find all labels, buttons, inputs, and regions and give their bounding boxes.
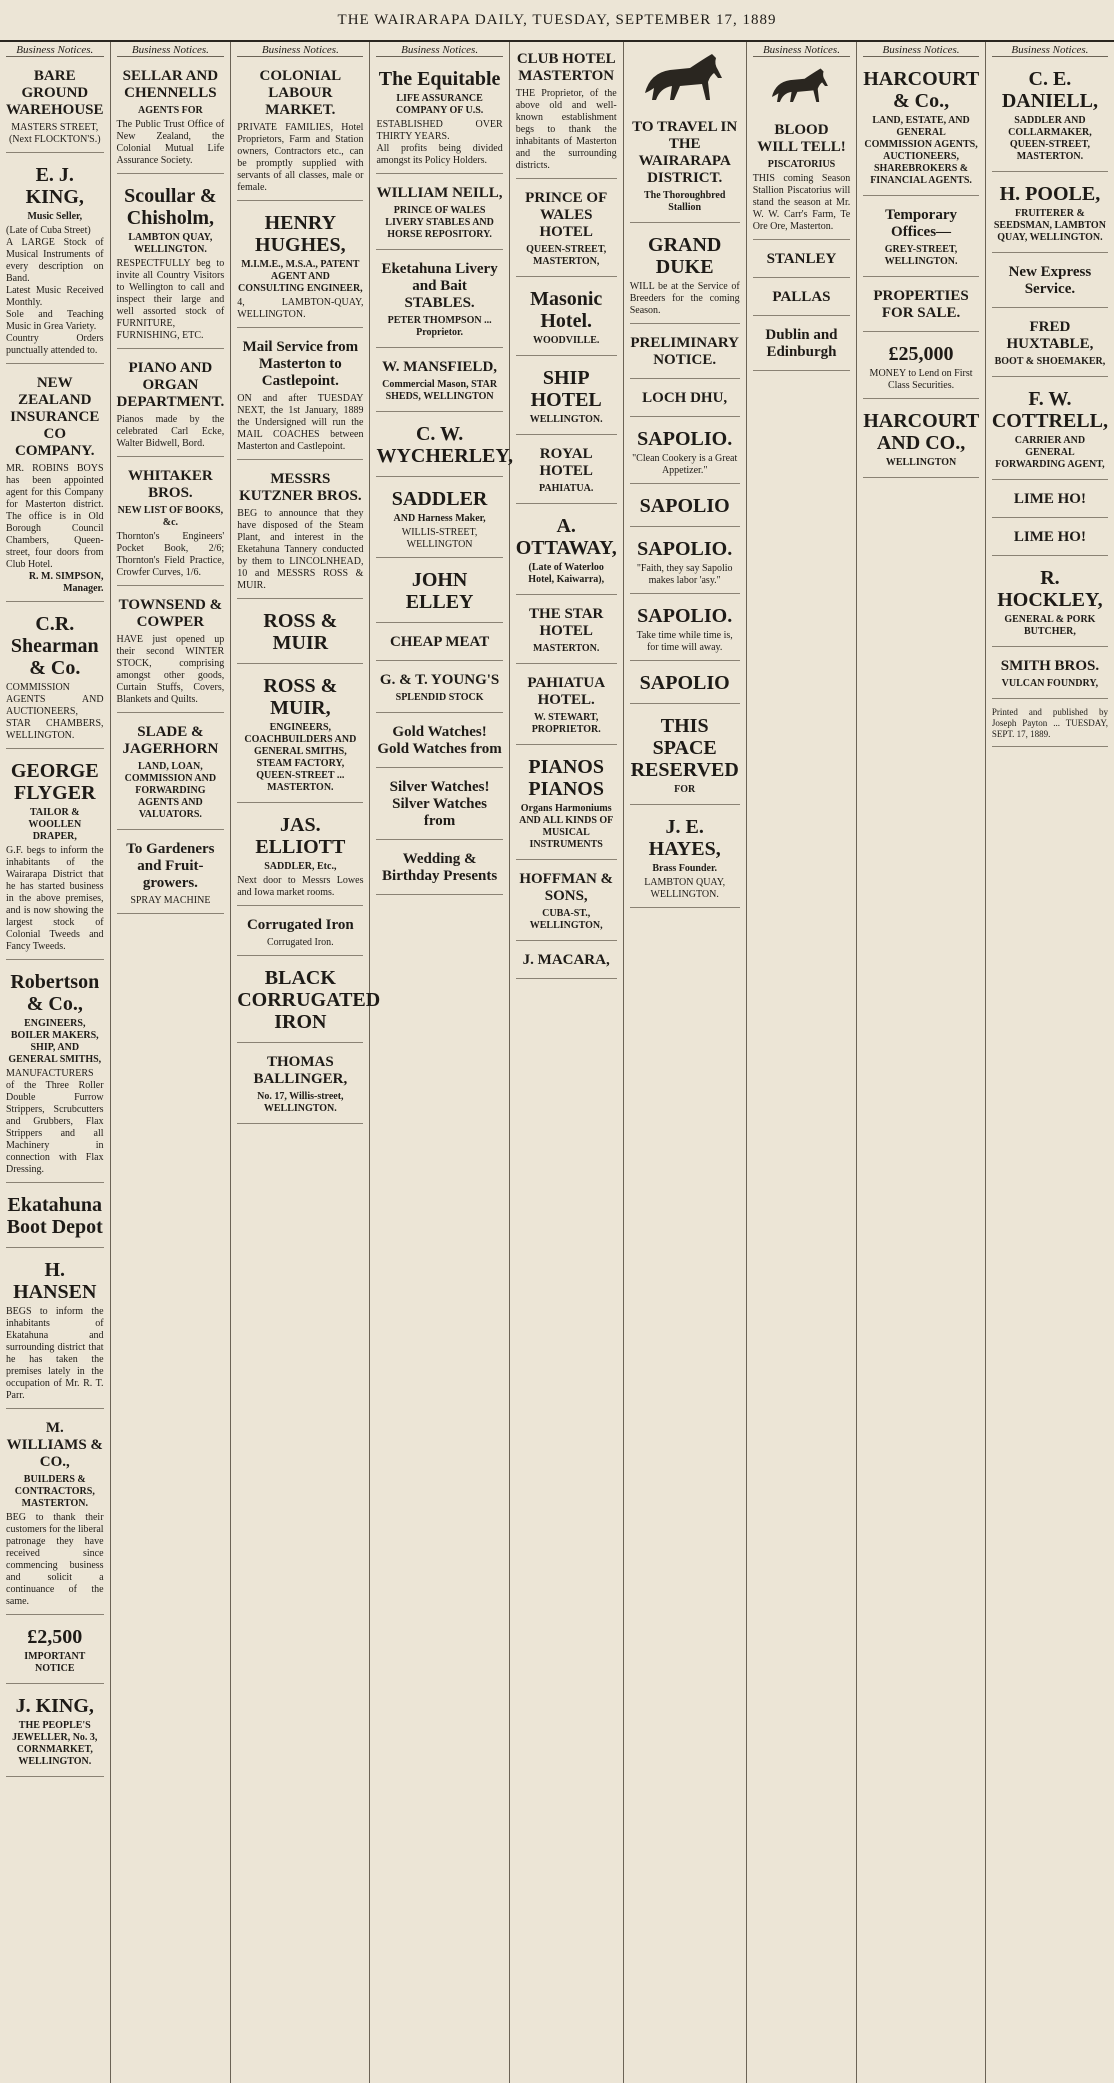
ad: [753, 320, 851, 371]
ad-body: Take time while time is, for time will away.: [636, 630, 733, 653]
imprint: [992, 703, 1108, 747]
ad-title: LOCH DHU,: [642, 390, 728, 406]
ad: [376, 61, 502, 174]
ad-title: LIME HO!: [1013, 529, 1086, 545]
ad-subtitle: PRINCE OF WALES LIVERY STABLES AND HORSE REPOSITORY.: [385, 205, 494, 240]
ad-subtitle: SADDLER AND COLLARMAKER, QUEEN-STREET, MASTERTON.: [1008, 115, 1092, 162]
ad-title: THOMAS BALLINGER,: [253, 1054, 348, 1087]
ad-title: PROPERTIES FOR SALE.: [873, 288, 969, 321]
ad: [630, 598, 740, 661]
ad-subtitle: BUILDERS & CONTRACTORS, MASTERTON.: [14, 1474, 95, 1509]
ad: [6, 61, 104, 153]
ad-subtitle: PETER THOMPSON ... Proprietor.: [387, 315, 492, 338]
ad: [376, 352, 502, 412]
ad-body: THIS coming Season Stallion Piscatorius will stand the season at Mr. W. W. Carr's Farm, Te Ore Ore, Masterton.: [752, 173, 851, 232]
ad-title: CLUB HOTEL MASTERTON: [516, 51, 616, 84]
column-header: Business Notices.: [376, 44, 502, 57]
ad-title: THE STAR HOTEL: [529, 606, 604, 639]
ad: [630, 708, 740, 805]
ad-title: Mail Service from Masterton to Castlepoint.: [242, 339, 359, 389]
ad-subtitle: WELLINGTON: [885, 457, 957, 468]
horse-illustration: [630, 48, 740, 108]
ad: [117, 178, 225, 349]
ad-title: SAPOLIO.: [637, 538, 733, 560]
ad-body: THE Proprietor, of the above old and well-known establishment begs to thank the inhabitants of Masterton and the surrounding districts.: [515, 88, 617, 171]
ad-title: Wedding & Birthday Presents: [382, 851, 498, 884]
ad: [237, 332, 363, 460]
ad-title: Dublin and Edinburgh: [765, 327, 838, 360]
ad: [376, 772, 502, 840]
ad-subtitle: Music Seller,: [27, 211, 83, 222]
ad: [630, 383, 740, 417]
ad: [516, 599, 617, 664]
ad-title: Temporary Offices—: [885, 207, 958, 240]
ad-title: Eketahuna Livery and Bait STABLES.: [381, 261, 498, 311]
ad-body: Next door to Messrs Lowes and Iowa market rooms.: [237, 875, 364, 898]
ad-title: SMITH BROS.: [1000, 658, 1100, 674]
ad-title: H. HANSEN: [13, 1259, 97, 1303]
horse-icon: [630, 48, 740, 108]
ad: [6, 606, 104, 749]
ad-body: LAMBTON QUAY, WELLINGTON.: [644, 877, 726, 900]
ad: [630, 227, 740, 324]
ad: [376, 481, 502, 558]
ad: [992, 61, 1108, 172]
ad-title: A. OTTAWAY,: [515, 515, 617, 559]
ad: [516, 44, 617, 179]
ad-subtitle: Organs Harmoniums AND ALL KINDS OF MUSICAL INSTRUMENTS: [519, 803, 614, 850]
ad: [376, 562, 502, 623]
ad-title: J. MACARA,: [522, 952, 610, 968]
ad-subtitle: MASTERTON.: [532, 643, 600, 654]
ad-subtitle: LAND, LOAN, COMMISSION AND FORWARDING AGENTS AND VALUATORS.: [124, 761, 217, 820]
ad: [117, 353, 225, 457]
ad-body: (Late of Cuba Street) A LARGE Stock of Musical Instruments of every description on Band. Latest Music Received Monthly. Sole and Teaching Music in Grea Variety. Country Orders punctually attended to.: [6, 225, 104, 356]
ad: [630, 112, 740, 223]
ad: [6, 753, 104, 960]
ad-subtitle: ENGINEERS, COACHBUILDERS AND GENERAL SMITHS, STEAM FACTORY, QUEEN-STREET ... MASTERTON.: [244, 722, 357, 793]
column-header: Business Notices.: [992, 44, 1108, 57]
ad-body: BEG to announce that they have disposed of the Steam Plant, and interest in the Eketahuna Tannery conducted by them to LINCOLNHEAD, 10 and MESSRS ROSS & MUIR.: [237, 508, 364, 591]
ad-title: E. J. KING,: [25, 164, 84, 208]
ad: [753, 282, 851, 316]
ad-body: WILL be at the Service of Breeders for the coming Season.: [629, 281, 740, 316]
ad-title: PIANO AND ORGAN DEPARTMENT.: [116, 360, 225, 410]
ad-body: Thornton's Engineers' Pocket Book, 2/6; Thornton's Field Practice, Crowfer Curves, 1/6.: [116, 531, 225, 578]
ad: [376, 416, 513, 477]
ad-body: ESTABLISHED OVER THIRTY YEARS. All profits being divided amongst its Policy Holders.: [376, 119, 503, 166]
ad: [516, 281, 617, 356]
ad: [516, 360, 617, 435]
ad: [630, 531, 740, 594]
ad-title: W. MANSFIELD,: [382, 359, 498, 375]
ad-title: Masonic Hotel.: [530, 288, 603, 332]
ad: [376, 665, 502, 713]
ad-title: F. W. COTTRELL,: [991, 388, 1108, 432]
ad-subtitle: TAILOR & WOOLLEN DRAPER,: [28, 807, 82, 842]
ad: [376, 627, 502, 661]
ad-title: PALLAS: [772, 289, 831, 305]
column-header: Business Notices.: [237, 44, 363, 57]
ad-title: ROSS & MUIR: [263, 610, 338, 654]
ad-subtitle: M.I.M.E., M.S.A., PATENT AGENT AND CONSULTING ENGINEER,: [238, 259, 363, 294]
ad: [237, 960, 381, 1043]
ad-title: SAPOLIO.: [637, 428, 733, 450]
ad-title: MESSRS KUTZNER BROS.: [239, 471, 362, 504]
ad-subtitle: No. 17, Willis-street, WELLINGTON.: [257, 1091, 344, 1114]
ad-title: Scoullar & Chisholm,: [124, 185, 217, 229]
ad-title: Ekatahuna Boot Depot: [6, 1194, 103, 1238]
ad-title: HOFFMAN & SONS,: [519, 871, 614, 904]
ad: [6, 157, 104, 364]
ad-subtitle: WOODVILLE.: [533, 335, 600, 346]
ad-body: PRIVATE FAMILIES, Hotel Proprietors, Farm and Station owners, Contractors etc., can be promptly supplied with servants of all classes, male or female.: [237, 122, 364, 193]
columns: [0, 42, 1114, 2083]
ad: [992, 257, 1108, 308]
horse-illustration: [753, 61, 851, 111]
ad-title: SAPOLIO: [639, 672, 730, 694]
ad-body: ON and after TUESDAY NEXT, the 1st January, 1889 the Undersigned will run the MAIL COACHES between Masterton and Castlepoint.: [237, 393, 364, 452]
column-header: Business Notices.: [117, 44, 225, 57]
ad-title: THIS SPACE RESERVED: [630, 715, 739, 781]
ad-subtitle: SADDLER, Etc.,: [264, 861, 337, 872]
ad: [237, 61, 363, 201]
ad-subtitle: CARRIER AND GENERAL FORWARDING AGENT,: [995, 435, 1105, 470]
ad-body: COMMISSION AGENTS AND AUCTIONEERS, STAR CHAMBERS, WELLINGTON.: [6, 682, 104, 741]
ad-title: ROYAL HOTEL: [539, 446, 593, 479]
ad-body: MANUFACTURERS of the Three Roller Double Furrow Strippers, Scrubcutters and Grubbers, Flax Strippers and all Machinery in connection with Flax Dressing.: [6, 1068, 104, 1175]
ad-title: WHITAKER BROS.: [128, 468, 213, 501]
ad-signature: R. M. SIMPSON, Manager.: [28, 571, 104, 594]
ad-subtitle: PISCATORIUS: [767, 159, 836, 170]
ad-title: SAPOLIO: [639, 495, 730, 517]
ad: [237, 1047, 363, 1124]
imprint-text: Printed and published by Joseph Payton ... TUESDAY, SEPT. 17, 1889.: [991, 707, 1108, 739]
ad: [753, 244, 851, 278]
ad-title: GRAND DUKE: [648, 234, 722, 278]
ad-title: PIANOS PIANOS: [528, 756, 604, 800]
ad: [992, 176, 1108, 253]
ad-subtitle: LAMBTON QUAY, WELLINGTON.: [128, 232, 213, 255]
ad-title: TO TRAVEL IN THE WAIRARAPA DISTRICT.: [632, 119, 738, 186]
ad-title: BLACK CORRUGATED IRON: [237, 967, 381, 1033]
ad: [630, 809, 740, 908]
column-header: Business Notices.: [6, 44, 104, 57]
ad-title: C. E. DANIELL,: [1001, 68, 1098, 112]
ad-subtitle: FOR: [674, 784, 696, 795]
ad: [516, 668, 617, 745]
ad-title: SHIP HOTEL: [530, 367, 602, 411]
ad: [863, 403, 979, 478]
column-9: [986, 42, 1114, 2083]
ad-subtitle: THE PEOPLE'S JEWELLER, No. 3, CORNMARKET, WELLINGTON.: [12, 1720, 98, 1767]
ad: [376, 178, 502, 250]
ad-title: New Express Service.: [1008, 264, 1092, 297]
ad: [992, 651, 1108, 699]
ad-subtitle: (Late of Waterloo Hotel, Kaiwarra),: [528, 562, 605, 585]
ad-title: PRELIMINARY NOTICE.: [630, 335, 739, 368]
ad-subtitle: FRUITERER & SEEDSMAN, LAMBTON QUAY, WELLINGTON.: [993, 208, 1106, 243]
ad-body: HAVE just opened up their second WINTER STOCK, comprising amongst other goods, Curtain Stuffs, Covers, Blankets and Quilts.: [116, 634, 225, 705]
ad-title: COLONIAL LABOUR MARKET.: [259, 68, 342, 118]
ad-body: BEG to thank their customers for the liberal patronage they have received since commencing business and solicit a continuance of the same.: [6, 1512, 104, 1607]
column-6: [624, 42, 747, 2083]
masthead-title: THE WAIRARAPA DAILY, TUESDAY, SEPTEMBER 17, 1889: [337, 11, 777, 28]
ad-title: G. & T. YOUNG'S: [379, 672, 500, 688]
horse-icon: [761, 61, 841, 111]
ad: [516, 749, 617, 860]
ad-body: Pianos made by the celebrated Carl Ecke, Walter Bidwell, Bord.: [116, 414, 225, 449]
ad-title: ROSS & MUIR,: [263, 675, 338, 719]
ad: [630, 488, 740, 527]
ad-subtitle: W. STEWART, PROPRIETOR.: [531, 712, 601, 735]
ad-subtitle: AND Harness Maker,: [393, 513, 486, 524]
ad: [516, 864, 617, 941]
ad-title: GEORGE FLYGER: [10, 760, 99, 804]
ad: [237, 464, 363, 599]
column-4: [370, 42, 513, 2083]
ad-title: C.R. Shearman & Co.: [10, 613, 99, 679]
ad-subtitle: PAHIATUA.: [539, 483, 594, 494]
ad: [6, 1413, 104, 1615]
ad-subtitle: Brass Founder.: [652, 863, 718, 874]
ad-subtitle: LIFE ASSURANCE COMPANY OF U.S.: [395, 93, 484, 116]
ad-title: HARCOURT AND CO.,: [863, 410, 980, 454]
ad: [863, 61, 979, 196]
ad-subtitle: QUEEN-STREET, MASTERTON,: [526, 244, 607, 267]
ad: [376, 717, 502, 768]
ad: [992, 560, 1108, 647]
ad: [117, 461, 225, 586]
ad-title: NEW ZEALAND INSURANCE CO COMPANY.: [10, 375, 100, 459]
ad-title: Gold Watches! Gold Watches from: [377, 724, 502, 757]
ad: [6, 1252, 104, 1409]
ad: [516, 508, 617, 595]
ad-title: STANLEY: [766, 251, 837, 267]
column-1: [0, 42, 111, 2083]
ad: [516, 945, 617, 979]
ad-body: "Clean Cookery is a Great Appetizer.": [632, 453, 738, 476]
ad-title: PRINCE OF WALES HOTEL: [525, 190, 608, 240]
ad-title: R. HOCKLEY,: [997, 567, 1103, 611]
ad-subtitle: ENGINEERS, BOILER MAKERS, SHIP, AND GENERAL SMITHS,: [8, 1018, 102, 1065]
ad: [863, 336, 979, 399]
ad-subtitle: WELLINGTON.: [529, 414, 603, 425]
ad-title: SADDLER: [391, 488, 488, 510]
ad: [863, 281, 979, 332]
ad-title: H. POOLE,: [999, 183, 1101, 205]
column-2: [111, 42, 232, 2083]
ad-body: "Faith, they say Sapolio makes labor 'asy.": [636, 563, 733, 586]
ad: [6, 368, 104, 602]
ad-body: WILLIS-STREET, WELLINGTON: [401, 527, 478, 550]
ad-subtitle: CUBA-ST., WELLINGTON,: [529, 908, 603, 931]
ad: [516, 183, 617, 277]
ad: [117, 590, 225, 713]
ad-title: £2,500: [27, 1626, 83, 1648]
ad: [992, 484, 1108, 518]
ad-title: The Equitable: [378, 68, 501, 90]
ad-subtitle: SPLENDID STOCK: [395, 692, 484, 703]
ad: [992, 522, 1108, 556]
ad-subtitle: BOOT & SHOEMAKER,: [994, 356, 1106, 367]
ad-title: SAPOLIO.: [637, 605, 733, 627]
ad: [376, 254, 502, 348]
ad: [237, 205, 363, 328]
ad-title: Silver Watches! Silver Watches from: [389, 779, 490, 829]
ad-body: G.F. begs to inform the inhabitants of the Wairarapa District that he has started business in the above premises, and is now showing the largest stock of Colonial Tweeds and Fancy Tweeds.: [6, 845, 104, 952]
ad-title: LIME HO!: [1013, 491, 1086, 507]
ad: [237, 668, 363, 803]
ad-title: C. W. WYCHERLEY,: [376, 423, 513, 467]
ad-title: £25,000: [888, 343, 954, 365]
ad-title: WILLIAM NEILL,: [376, 185, 503, 201]
ad: [6, 1619, 104, 1684]
ad-subtitle: The Thoroughbred Stallion: [643, 190, 726, 213]
ad-title: BLOOD WILL TELL!: [757, 122, 846, 155]
ad: [117, 61, 225, 174]
ad: [237, 603, 363, 664]
ad-title: FRED HUXTABLE,: [1006, 319, 1094, 352]
ad: [753, 115, 851, 240]
ad: [630, 421, 740, 484]
ad-subtitle: NEW LIST OF BOOKS, &c.: [117, 505, 224, 528]
ad: [237, 910, 363, 956]
ad: [376, 844, 502, 895]
ad: [6, 964, 104, 1183]
ad-title: CHEAP MEAT: [389, 634, 490, 650]
ad-body: 4, LAMBTON-QUAY, WELLINGTON.: [237, 297, 364, 320]
ad: [630, 665, 740, 704]
ad: [863, 200, 979, 277]
ad: [630, 328, 740, 379]
ad: [516, 439, 617, 504]
ad: [237, 807, 363, 906]
ad-subtitle: VULCAN FOUNDRY,: [1001, 678, 1099, 689]
ad-title: HENRY HUGHES,: [255, 212, 346, 256]
ad-subtitle: IMPORTANT NOTICE: [24, 1651, 86, 1674]
ad-title: SELLAR AND CHENNELLS: [122, 68, 219, 101]
column-7: [747, 42, 858, 2083]
ad-subtitle: LAND, ESTATE, AND GENERAL COMMISSION AGENTS, AUCTIONEERS, SHAREBROKERS & FINANCIAL AGENTS.: [864, 115, 978, 186]
column-header: Business Notices.: [863, 44, 979, 57]
ad-title: J. KING,: [15, 1695, 94, 1717]
ad-title: Corrugated Iron: [246, 917, 354, 933]
ad-body: RESPECTFULLY beg to invite all Country Visitors to Wellington to call and inspect their large and well assorted stock of FURNITURE, FURNISHING, ETC.: [116, 258, 225, 341]
ad-title: Robertson & Co.,: [10, 971, 100, 1015]
ad: [117, 834, 225, 914]
ad-body: SPRAY MACHINE: [130, 895, 211, 906]
column-3: [231, 42, 381, 2083]
masthead: [0, 0, 1114, 42]
ad-subtitle: AGENTS FOR: [138, 105, 203, 116]
ad-title: JOHN ELLEY: [405, 569, 474, 613]
ad-subtitle: GREY-STREET, WELLINGTON.: [884, 244, 958, 267]
ad: [117, 717, 225, 830]
ad-body: Corrugated Iron.: [267, 937, 334, 948]
ad-title: BARE GROUND WAREHOUSE: [6, 68, 104, 118]
ad: [6, 1187, 104, 1248]
ad-body: BEGS to inform the inhabitants of Ekatahuna and surrounding district that he has taken the premises lately in the occupation of Mr. R. T. Parr.: [6, 1306, 104, 1401]
ad-body: The Public Trust Office of New Zealand, the Colonial Mutual Life Assurance Society.: [116, 119, 225, 166]
ad: [992, 381, 1108, 480]
ad-body: MR. ROBINS BOYS has been appointed agent for this Company for Masterton district. The office is in Old Borough Council Chambers, Queen-street, four doors from Club Hotel.: [6, 463, 104, 570]
ad-subtitle: GENERAL & PORK BUTCHER,: [1004, 614, 1096, 637]
ad-title: M. WILLIAMS & CO.,: [6, 1420, 103, 1470]
column-8: [857, 42, 986, 2083]
ad-title: SLADE & JAGERHORN: [122, 724, 219, 757]
ad-title: J. E. HAYES,: [648, 816, 721, 860]
column-5: [510, 42, 624, 2083]
ad-title: JAS. ELLIOTT: [255, 814, 346, 858]
ad-title: TOWNSEND & COWPER: [118, 597, 223, 630]
ad-title: PAHIATUA HOTEL.: [527, 675, 606, 708]
ad-title: HARCOURT & Co.,: [863, 68, 980, 112]
ad-body: MASTERS STREET, (Next FLOCKTON'S.): [8, 122, 101, 145]
ad-subtitle: Commercial Mason, STAR SHEDS, WELLINGTON: [382, 379, 498, 402]
ad: [6, 1688, 104, 1777]
ad-body: MONEY to Lend on First Class Securities.: [869, 368, 973, 391]
ad: [992, 312, 1108, 377]
ad-title: To Gardeners and Fruit-growers.: [126, 841, 215, 891]
column-header: Business Notices.: [753, 44, 851, 57]
